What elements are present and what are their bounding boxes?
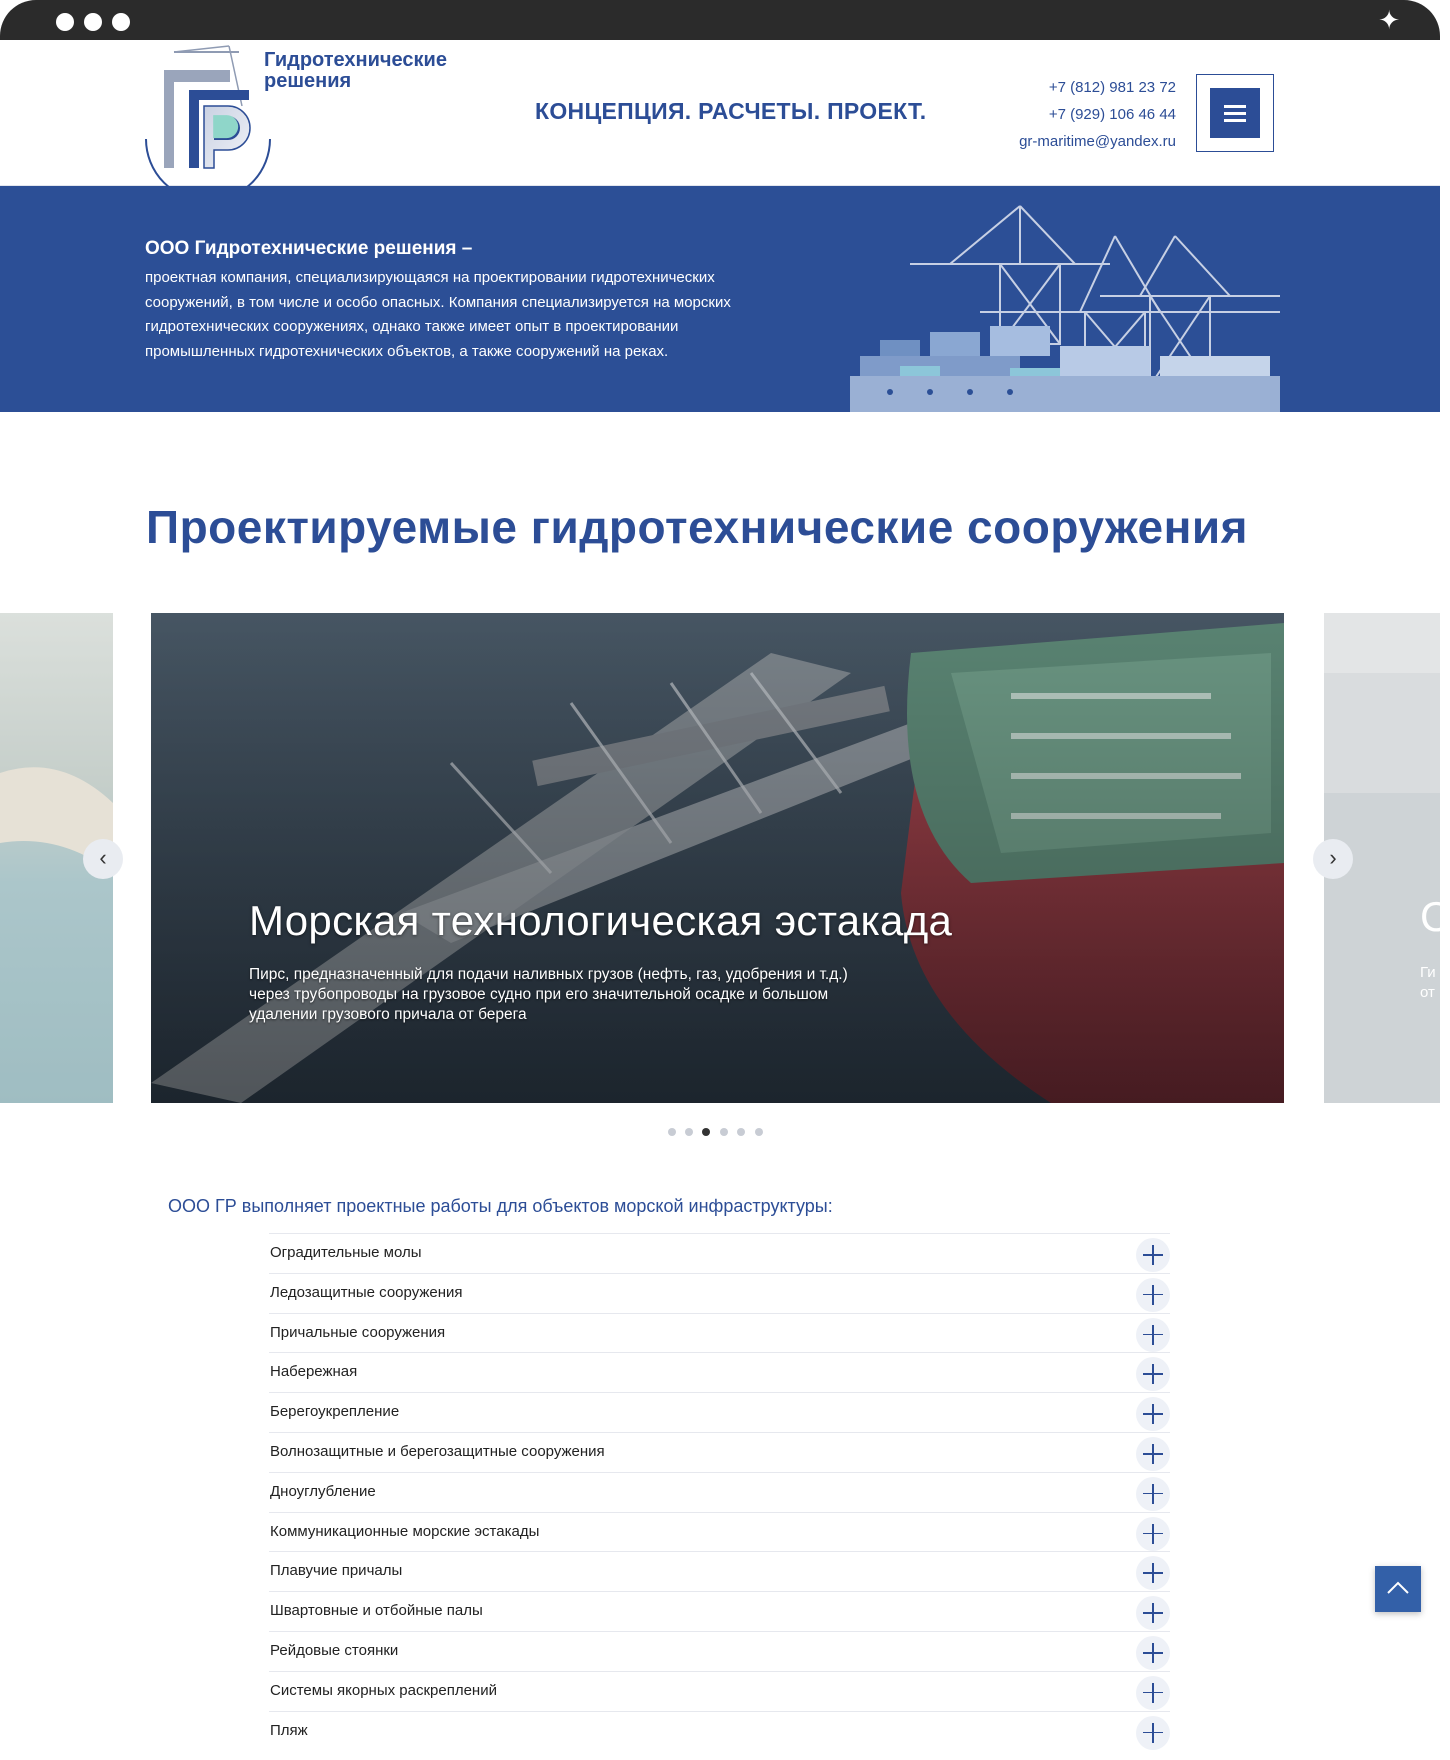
slide-active[interactable] <box>151 613 1284 1103</box>
slider-next-button[interactable] <box>1313 839 1353 879</box>
accordion-item[interactable] <box>269 1273 1170 1313</box>
accordion-item-label: Причальные сооружения <box>270 1323 446 1341</box>
slider-dot[interactable] <box>668 1128 676 1136</box>
accordion-item-label: Коммуникационные морские эстакады <box>270 1522 540 1540</box>
chevron-left-icon: ‹ <box>99 845 107 870</box>
hamburger-icon <box>1210 88 1260 138</box>
plus-icon[interactable] <box>1136 1397 1170 1431</box>
next-slide-text-peek <box>1420 963 1436 1003</box>
accordion-item-label: Системы якорных раскреплений <box>270 1681 497 1699</box>
back-to-top-button[interactable] <box>1375 1566 1421 1612</box>
header-tagline: КОНЦЕПЦИЯ. РАСЧЕТЫ. ПРОЕКТ. <box>535 98 927 124</box>
plus-icon[interactable] <box>1136 1556 1170 1590</box>
accordion-item-label: Швартовные и отбойные палы <box>270 1602 483 1620</box>
window-dot-icon[interactable] <box>84 13 102 31</box>
hero-banner <box>0 186 1440 412</box>
port-cranes-illustration <box>830 206 1280 412</box>
services-accordion <box>269 1233 1170 1750</box>
accordion-item-label: Берегоукрепление <box>270 1403 400 1421</box>
slide-title: Морская технологическая эстакада <box>249 897 953 944</box>
accordion-item[interactable] <box>269 1551 1170 1591</box>
accordion-item[interactable] <box>269 1631 1170 1671</box>
slider-dot[interactable] <box>720 1128 728 1136</box>
plus-icon[interactable] <box>1136 1477 1170 1511</box>
slide-description: Пирс, предназначенный для подачи наливных грузов (нефть, газ, удобрения и т.д.) через трубопроводы на грузовое судно при его значительной осадке и большом удалении грузового причала от берега <box>249 966 848 1023</box>
chevron-up-icon <box>1387 1581 1409 1595</box>
window-dot-icon[interactable] <box>56 13 74 31</box>
accordion-item[interactable] <box>269 1711 1170 1751</box>
logo-text <box>264 50 447 92</box>
accordion-item-label: Рейдовые стоянки <box>270 1641 399 1659</box>
accordion-item[interactable] <box>269 1512 1170 1552</box>
slider-prev-button[interactable] <box>83 839 123 879</box>
hero-title: ООО Гидротехнические решения – <box>145 238 473 259</box>
accordion-item[interactable] <box>269 1233 1170 1273</box>
next-peek-line2: от <box>1420 984 1435 1001</box>
plus-icon[interactable] <box>1136 1676 1170 1710</box>
accordion-item[interactable] <box>269 1671 1170 1711</box>
accordion-item-label: Дноуглубление <box>270 1482 376 1500</box>
slider-dot[interactable] <box>737 1128 745 1136</box>
logo-line1: Гидротехнические <box>264 49 447 71</box>
logo-mark-icon <box>144 44 274 184</box>
plus-icon[interactable] <box>1136 1517 1170 1551</box>
next-slide-title-peek: С <box>1420 893 1450 940</box>
accordion-item[interactable] <box>269 1352 1170 1392</box>
menu-button[interactable] <box>1196 74 1274 152</box>
projects-slider <box>0 613 1450 1103</box>
slider-dot[interactable] <box>685 1128 693 1136</box>
accordion-item-label: Оградительные молы <box>270 1244 422 1261</box>
window-dot-icon[interactable] <box>112 13 130 31</box>
slide-caption <box>249 897 952 1025</box>
slider-pagination <box>668 1128 768 1138</box>
slider-dot[interactable] <box>755 1128 763 1136</box>
accordion-item-label: Волнозащитные и берегозащитные сооружения <box>270 1442 605 1460</box>
services-intro: ООО ГР выполняет проектные работы для объектов морской инфраструктуры: <box>168 1196 833 1216</box>
accordion-item[interactable] <box>269 1591 1170 1631</box>
logo-line2: решения <box>264 70 352 92</box>
plus-icon[interactable] <box>1136 1716 1170 1750</box>
accordion-item-label: Пляж <box>270 1721 308 1739</box>
logo[interactable] <box>144 44 464 184</box>
tanker-pier-photo <box>151 613 1284 1103</box>
accordion-item-label: Набережная <box>270 1363 358 1381</box>
hero-text: проектная компания, специализирующаяся на проектировании гидротехнических сооружений, в том числе и особо опасных. Компания специализируется на морских гидротехнических сооружениях, однако также имеет опыт в проектировании промышленных гидротехнических объектов, а также сооружений на реках. <box>145 269 731 360</box>
next-peek-line1: Ги <box>1420 964 1436 981</box>
accordion-item-label: Ледозащитные сооружения <box>270 1283 463 1301</box>
accordion-item[interactable] <box>269 1313 1170 1353</box>
accordion-item-label: Плавучие причалы <box>270 1562 403 1580</box>
phone-link-2[interactable]: +7 (929) 106 46 44 <box>1048 106 1176 123</box>
email-link[interactable]: gr-maritime@yandex.ru <box>1019 133 1176 150</box>
phone-link-1[interactable]: +7 (812) 981 23 72 <box>1048 79 1176 96</box>
slider-dot-active[interactable] <box>702 1128 710 1136</box>
accordion-item[interactable] <box>269 1392 1170 1432</box>
plus-icon[interactable] <box>1136 1357 1170 1391</box>
section-title: Проектируемые гидротехнические сооружения <box>146 501 1248 553</box>
plus-icon[interactable] <box>1136 1437 1170 1471</box>
site-header <box>0 40 1440 186</box>
accordion-item[interactable] <box>269 1432 1170 1472</box>
plus-icon[interactable] <box>1136 1596 1170 1630</box>
window-titlebar <box>0 0 1440 40</box>
sparkle-icon[interactable]: ✦ <box>1378 5 1400 35</box>
plus-icon[interactable] <box>1136 1238 1170 1272</box>
chevron-right-icon: › <box>1329 845 1337 870</box>
plus-icon[interactable] <box>1136 1318 1170 1352</box>
header-contacts <box>1019 74 1176 155</box>
plus-icon[interactable] <box>1136 1636 1170 1670</box>
accordion-item[interactable] <box>269 1472 1170 1512</box>
plus-icon[interactable] <box>1136 1278 1170 1312</box>
